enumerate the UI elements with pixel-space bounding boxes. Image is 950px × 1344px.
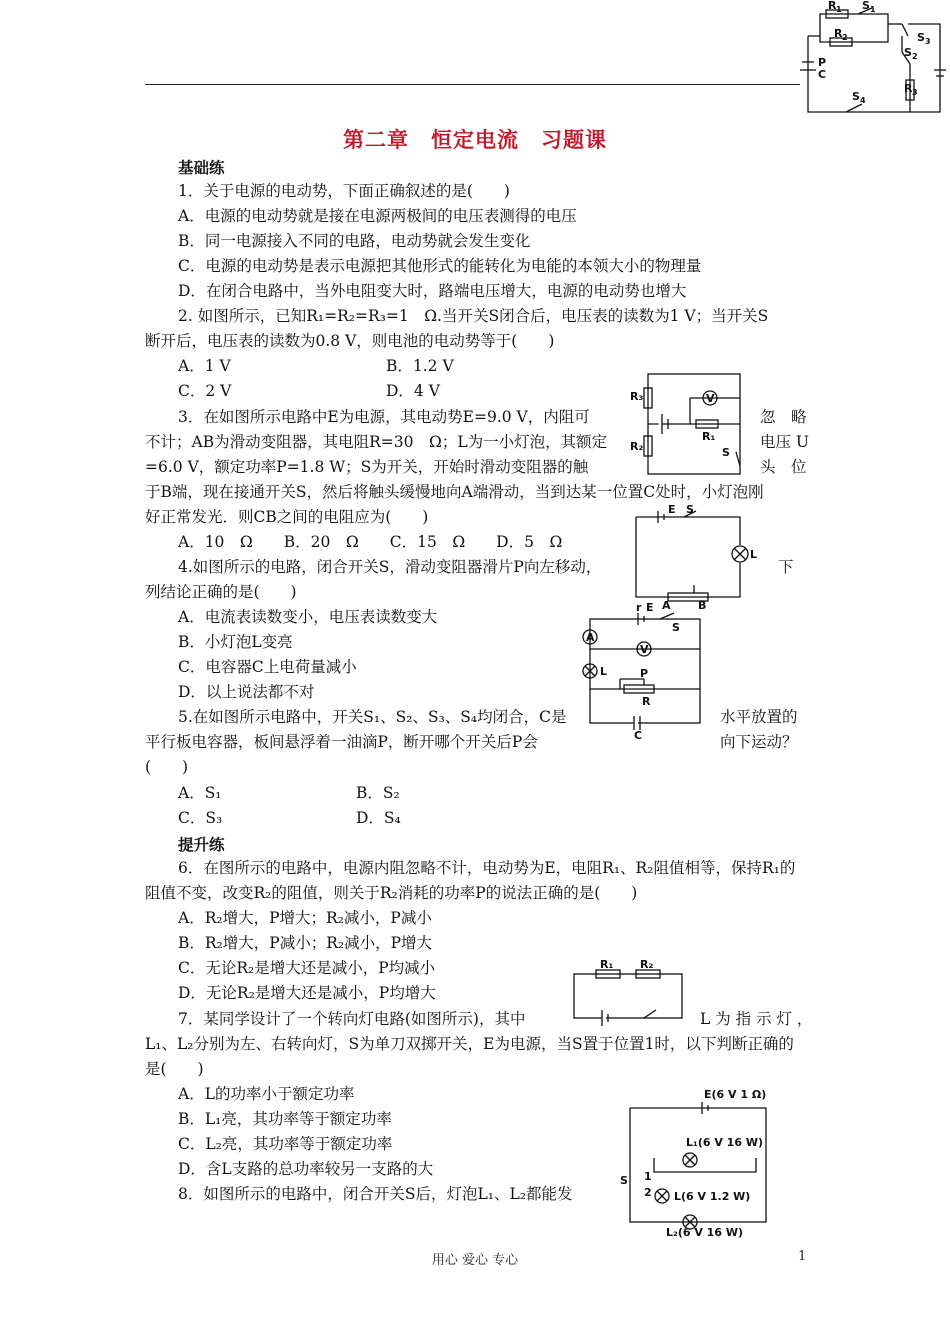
section-basic: 基础练 [178,159,225,177]
q6-option-a: A．R₂增大，P增大；R₂减小，P减小 [178,909,432,927]
q2-option-b: B．1.2 V [386,357,454,375]
q7-option-a: A．L的功率小于额定功率 [178,1085,355,1103]
page-number: 1 [798,1249,807,1264]
label-s2: S [904,46,912,59]
q3-stem-4: 于B端，现在接通开关S，然后将触头缓慢地向A端滑动，当到达某一位置C处时，小灯泡刚 [145,483,764,501]
q1-option-a: A．电源的电动势就是接在电源两极间的电压表测得的电压 [178,207,577,225]
q3-stem-2: 不计；AB为滑动变阻器，其电阻R=30 Ω；L为一小灯泡，其额定 [145,433,608,451]
header-rule [145,84,800,85]
q7-stem-1: 7．某同学设计了一个转向灯电路(如图所示)，其中 [178,1010,526,1028]
label-c: C [818,68,827,81]
q2-option-d: D．4 V [386,382,440,400]
fig7-label-pos1: 1 [644,1170,652,1183]
header-circuit-diagram [800,0,950,120]
q7-option-b: B．L₁亮，其功率等于额定功率 [178,1110,392,1128]
q3-stem-3: =6.0 V，额定功率P=1.8 W；S为开关，开始时滑动变阻器的触 [145,458,589,476]
q4-option-c: C．电容器C上电荷量减小 [178,658,357,676]
fig6-label-r1: R₁ [600,958,614,971]
label-r3-sub: 3 [912,88,918,97]
figure-q4-circuit [580,601,705,742]
q3-options: A．10 Ω B．20 Ω C．15 Ω D．5 Ω [178,533,563,551]
fig4-label-r-resistor: R [642,695,651,708]
fig4-label-e: E [646,601,654,614]
q6-stem-1: 6．在图所示的电路中，电源内阻忽略不计，电动势为E，电阻R₁、R₂阻值相等，保持R₁的 [178,859,796,877]
label-r2-sub: 2 [842,33,848,42]
q6-option-b: B．R₂增大，P减小；R₂减小，P增大 [178,934,433,952]
q5-stem-3: ( ) [145,758,189,776]
q2-stem-2: 断开后，电压表的读数为0.8 V，则电池的电动势等于( ) [145,332,555,350]
label-r2: R [834,27,843,40]
q2-option-a: A．1 V [178,357,231,375]
label-s3: S [917,31,925,44]
fig2-label-r1: R₁ [702,430,716,443]
q5-stem-1: 5.在如图所示电路中，开关S₁、S₂、S₃、S₄均闭合，C是 [178,708,567,726]
fig6-label-r2: R₂ [640,958,654,971]
fig7-label-s: S [620,1174,628,1187]
q1-option-b: B．同一电源接入不同的电路，电动势就会发生变化 [178,232,531,250]
q4-stem-1b: 下 [778,558,794,576]
fig4-label-p: P [640,667,649,680]
fig4-label-r: r [636,601,642,614]
q3-stem-3b: 头 位 [760,458,807,476]
q5-stem-2: 平行板电容器，板间悬浮着一油滴P，断开哪个开关后P会 [145,733,538,751]
label-p: P [818,56,827,69]
q6-stem-2: 阻值不变，改变R₂的阻值，则关于R₂消耗的功率P的说法正确的是( ) [145,884,638,902]
fig4-label-c: C [634,729,643,742]
q5-option-c: C．S₃ [178,809,223,827]
page-footer: 用心 爱心 专心 [431,1253,519,1268]
fig3-label-a: A [662,599,671,612]
fig2-label-r3: R₃ [630,390,644,403]
q1-option-c: C．电源的电动势是表示电源把其他形式的能转化为电能的本领大小的物理量 [178,257,702,275]
label-r1: R [828,0,837,12]
q1-stem: 1．关于电源的电动势，下面正确叙述的是( ) [178,182,510,200]
q4-stem-2: 列结论正确的是( ) [145,583,297,601]
label-s1: S [862,0,870,12]
fig7-label-l1: L₁(6 V 16 W) [686,1136,763,1149]
fig4-label-v: V [640,643,649,656]
label-s1-sub: 1 [870,5,876,14]
label-r3: R [904,82,913,95]
figure-q6-circuit [570,960,690,1030]
q4-option-d: D．以上说法都不对 [178,683,315,701]
label-s3-sub: 3 [925,37,931,46]
fig4-label-s: S [672,621,680,634]
fig7-label-l: L(6 V 1.2 W) [674,1190,751,1203]
fig7-label-e: E(6 V 1 Ω) [704,1088,767,1101]
label-s4-sub: 4 [860,96,866,105]
q4-option-a: A．电流表读数变小，电压表读数变大 [178,608,438,626]
q7-stem-2: L₁、L₂分别为左、右转向灯，S为单刀双掷开关，E为电源，当S置于位置1时，以下判断正确的 [145,1035,794,1053]
q2-stem-1: 2. 如图所示，已知R₁=R₂=R₃=1 Ω.当开关S闭合后，电压表的读数为1 V；当开关S [178,307,769,325]
fig2-label-r2: R₂ [630,440,644,453]
page-title: 第二章 恒定电流 习题课 [343,128,607,152]
fig4-label-a: A [586,631,595,644]
fig4-label-l: L [600,665,608,678]
fig3-label-s: S [686,503,694,516]
q3-stem-5: 好正常发光．则CB之间的电阻应为( ) [145,508,429,526]
fig3-label-b: B [698,599,707,612]
q4-option-b: B．小灯泡L变亮 [178,633,293,651]
figure-q7-circuit [606,1088,796,1238]
q4-stem-1: 4.如图所示的电路，闭合开关S，滑动变阻器滑片P向左移动， [178,558,602,576]
q6-option-c: C．无论R₂是增大还是减小，P均减小 [178,959,436,977]
fig3-label-e: E [668,503,676,516]
q7-stem-1b: L 为 指 示 灯 ， [700,1010,813,1028]
label-s4: S [852,90,860,103]
q6-option-d: D．无论R₂是增大还是减小，P均增大 [178,984,436,1002]
q5-stem-2b: 向下运动？ [720,733,798,751]
q2-option-c: C．2 V [178,382,232,400]
figure-q3-circuit [628,503,768,612]
q8-stem-1: 8．如图所示的电路中，闭合开关S后，灯泡L₁、L₂都能发 [178,1185,573,1203]
section-advanced: 提升练 [178,836,225,854]
q3-stem-1: 3．在如图所示电路中E为电源，其电动势E=9.0 V，内阻可 [178,408,590,426]
fig3-label-l: L [750,548,758,561]
fig7-label-l2: L₂(6 V 16 W) [666,1226,743,1239]
q5-option-b: B．S₂ [356,784,400,802]
q3-stem-1b: 忽 略 [760,408,807,426]
q7-option-c: C．L₂亮，其功率等于额定功率 [178,1135,393,1153]
fig7-label-pos2: 2 [644,1186,652,1199]
figure-q2-circuit [630,370,745,480]
q5-option-a: A．S₁ [178,784,222,802]
q5-stem-1b: 水平放置的 [720,708,798,726]
q1-option-d: D．在闭合电路中，当外电阻变大时，路端电压增大，电源的电动势也增大 [178,282,687,300]
label-s2-sub: 2 [912,52,918,61]
fig2-label-v: V [706,392,715,405]
fig2-label-s: S [722,446,730,459]
q3-stem-2b: 电压 U [760,433,809,451]
q7-stem-3: 是( ) [145,1060,204,1078]
label-r1-sub: 1 [836,5,842,14]
q7-option-d: D．含L支路的总功率较另一支路的大 [178,1160,434,1178]
q5-option-d: D．S₄ [356,809,401,827]
